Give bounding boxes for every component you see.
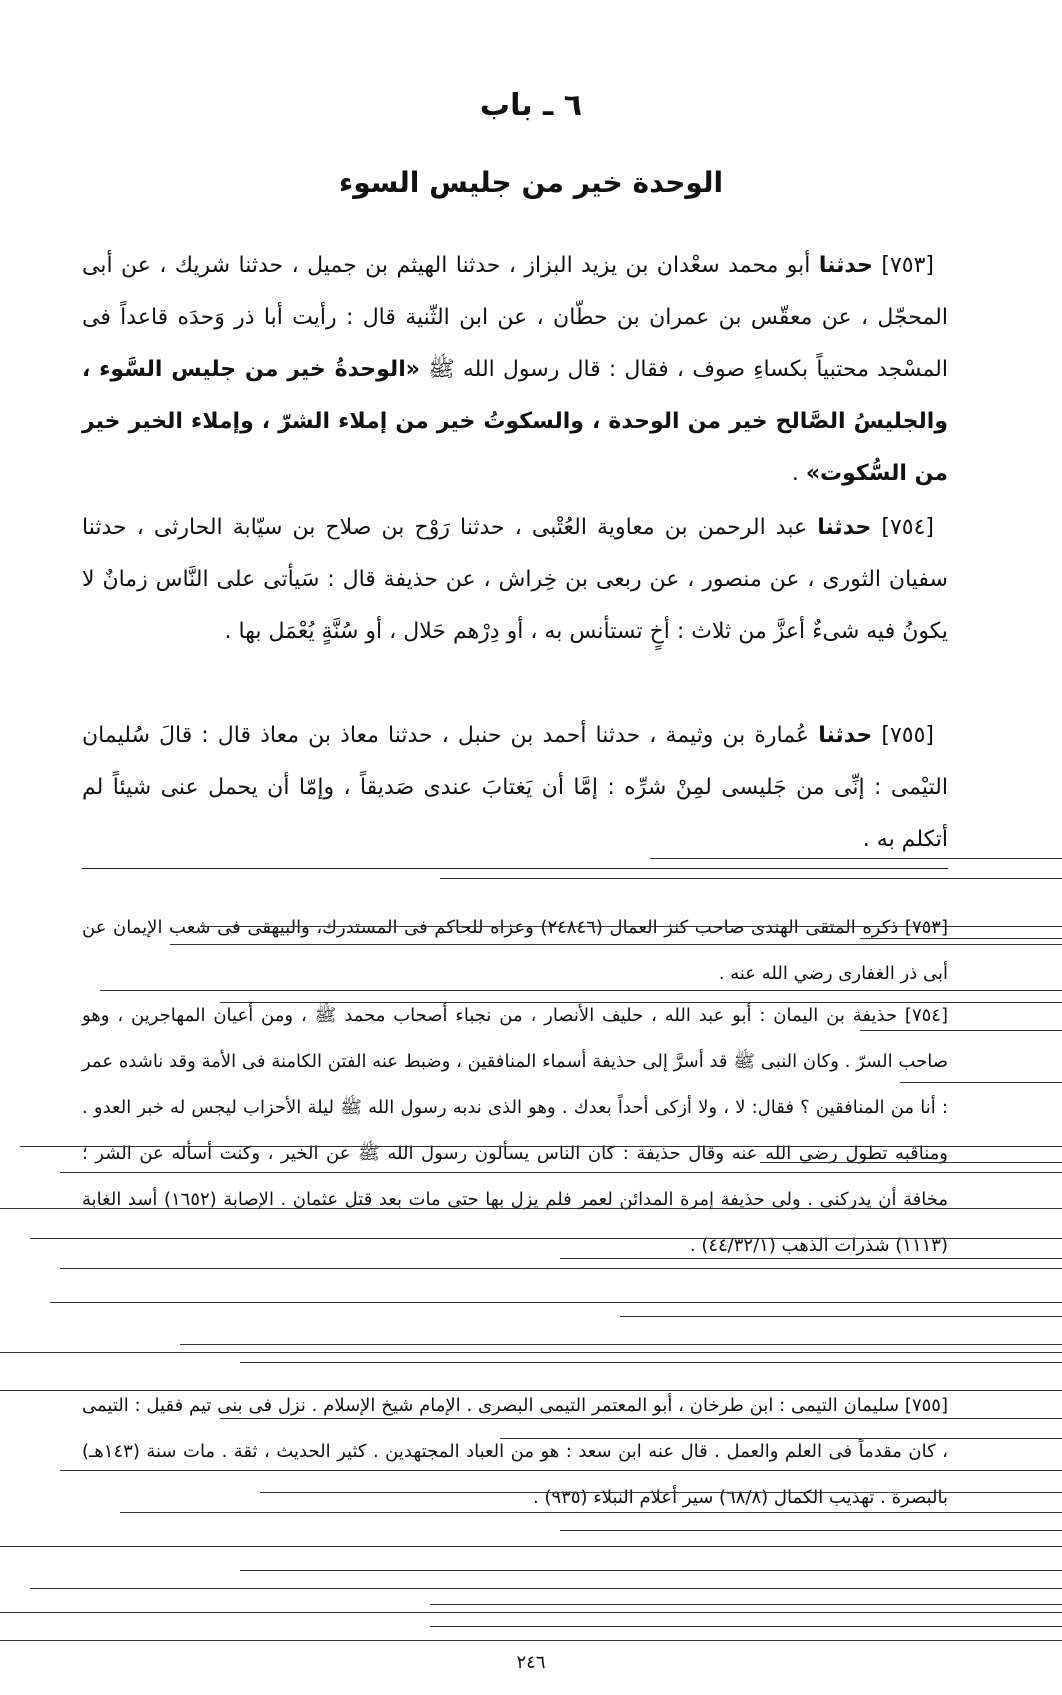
hadith-number: [٧٥٥] [881, 723, 934, 748]
footnote-divider [82, 868, 948, 869]
footnote-text: [٧٥٤] حذيفة بن اليمان : أبو عبد الله ، حليف الأنصار ، من نجباء أصحاب محمد ﷺ ، ومن أعيان المهاجرين ، وهو صاحب السرّ . وكان النبى ﷺ قد أسرَّ إلى حذيفة أسماء المنافقين ، وضبط عنه الفتن الكامنة فى الأمة وقد ناشده عمر : أنا من المنافقين ؟ فقال: لا ، ولا أزكى أحداً بعدك . وهو الذى ندبه رسول الله ﷺ ليلة الأحزاب ليجس له خبر العدو . ومناقبه تطول رضي الله عنه وقال حذيفة : كان الناس يسألون رسول الله ﷺ عن الخير ، وكنت أسأله عن الشر ؛ مخافة أن يدركنى . ولى حذيفة إمرة المدائن لعمر فلم يزل بها حتى مات بعد قتل عثمان . الإصابة (١٦٥٢) أسد الغابة (١١١٣) شذرات الذهب (٤٤/٣٢/١) . [82, 1005, 948, 1256]
hadith-text: عُمارة بن وثيمة ، حدثنا أحمد بن حنبل ، حدثنا معاذ بن معاذ قال : قالَ سُليمان التيْمى : إنِّى من جَليسى لمِنْ شرِّه : إمَّا أن يَغتابَ عندى صَديقاً ، وإمّا أن يحمل عنى شيئاً لم أتكلم به . [82, 723, 948, 852]
hadith-number: [٧٥٣] [881, 253, 934, 278]
hadith-tail: . [791, 461, 799, 486]
hadith-text: أبو محمد سعْدان بن يزيد البزاز ، حدثنا الهيثم بن جميل ، حدثنا شريك ، عن أبى المحجّل ، عن معقّس بن عمران بن حطّان ، عن ابن الثّنية قال : رأيت أبا ذر وَحدَه قاعداً فى المسْجد محتبياً بكساءِ صوف ، فقال : قال رسول الله ﷺ [82, 253, 948, 382]
hadith-quote: «الوحدةُ خير من جليس السَّوء ، والجليسُ الصَّالح خير من الوحدة ، والسكوتُ خير من إملاء الشرّ ، وإملاء الخير خير من السُّكوت» [82, 357, 948, 486]
hadith-lead: حدثنا [818, 253, 873, 278]
hadith-text: عبد الرحمن بن معاوية العُتْبى ، حدثنا رَوْح بن صلاح بن سيّابة الحارثى ، حدثنا سفيان الثورى ، عن منصور ، عن ربعى بن خِراش ، عن حذيفة قال : سَيأتى على النَّاس زمانٌ لا يكونُ فيه شىءٌ أعزَّ من ثلاث : أخٍ تستأنس به ، أو دِرْهم حَلال ، أو سُنَّةٍ يُعْمَل بها . [82, 515, 948, 644]
chapter-title: الوحدة خير من جليس السوء [338, 166, 724, 199]
footnote-753 [82, 905, 948, 997]
footnote-754 [82, 993, 948, 1269]
hadith-lead: حدثنا [818, 723, 873, 748]
hadith-lead: حدثنا [817, 515, 872, 540]
footnote-text: [٧٥٣] ذكره المتقى الهندى صاحب كنز العمال (٢٤٨٤٦) وعزاه للحاكم فى المستدرك، والبيهقى فى شعب الإيمان عن أبى ذر الغفارى رضي الله عنه . [82, 917, 948, 984]
hadith-753 [82, 240, 948, 500]
hadith-754 [82, 502, 948, 658]
footnote-text: [٧٥٥] سليمان التيمى : ابن طرخان ، أبو المعتمر التيمى البصرى . الإمام شيخ الإسلام . نزل فى بنى تيم فقيل : التيمى ، كان مقدماً فى العلم والعمل . قال عنه ابن سعد : هو من العباد المجتهدين . كثير الحديث ، ثقة . مات سنة (١٤٣هـ) بالبصرة . تهذيب الكمال (٦٨/٨) سير أعلام النبلاء (٩٣٥) . [82, 1395, 948, 1508]
chapter-number: ٦ ـ باب [479, 88, 583, 123]
hadith-755 [82, 710, 948, 866]
hadith-number: [٧٥٤] [881, 515, 934, 540]
footnote-755 [82, 1383, 948, 1521]
page-number: ٢٤٦ [516, 1652, 546, 1673]
